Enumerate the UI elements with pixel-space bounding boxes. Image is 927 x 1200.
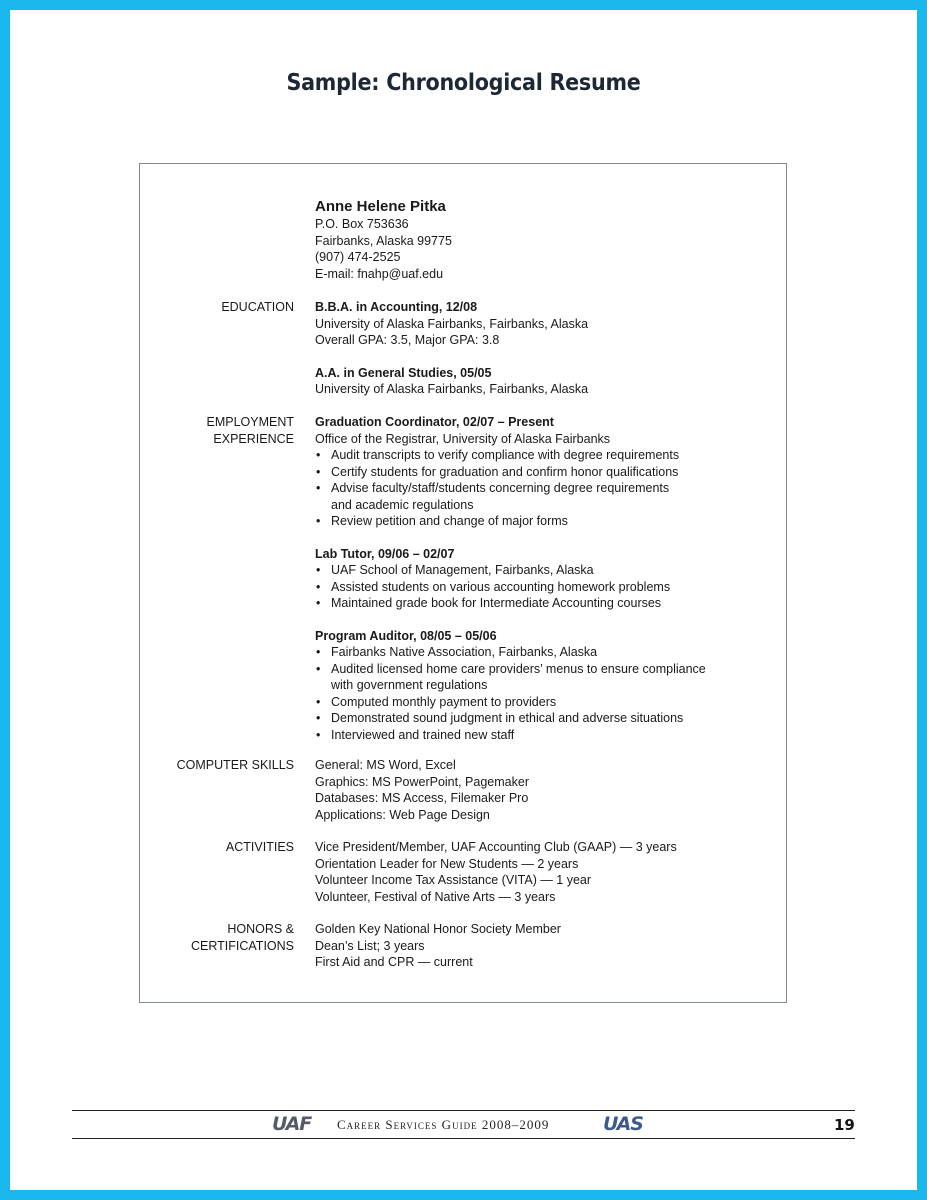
honors-section <box>315 921 561 971</box>
list-item: • UAF School of Management, Fairbanks, Alaska <box>316 563 594 577</box>
honor-line: Golden Key National Honor Society Member <box>315 922 561 936</box>
candidate-name: Anne Helene Pitka <box>315 198 446 215</box>
degree-line: University of Alaska Fairbanks, Fairbanks, Alaska <box>315 382 589 396</box>
page-number: 19 <box>834 1116 855 1134</box>
address-line-1: P.O. Box 753636 <box>315 217 409 231</box>
list-item: • Maintained grade book for Intermediate Accounting courses <box>316 596 662 610</box>
activity-line: Volunteer Income Tax Assistance (VITA) — 1 year <box>315 873 592 887</box>
list-item: • Audited licensed home care providers’ menus to ensure compliance <box>316 661 706 676</box>
activity-line: Volunteer, Festival of Native Arts — 3 years <box>315 889 556 904</box>
job-title: Lab Tutor, 09/06 – 02/07 <box>315 546 455 561</box>
skill-line: Databases: MS Access, Filemaker Pro <box>315 791 529 805</box>
skill-line: General: MS Word, Excel <box>315 758 456 772</box>
employment-label-line-2: EXPERIENCE <box>213 431 294 446</box>
list-item: • Computed monthly payment to providers <box>316 694 557 709</box>
honors-label-line-2: CERTIFICATIONS <box>190 938 294 953</box>
list-item: • Assisted students on various accounting homework problems <box>316 579 671 594</box>
degree-title: B.B.A. in Accounting, 12/08 <box>315 300 478 314</box>
employment-section <box>315 414 706 743</box>
honor-line: First Aid and CPR — current <box>315 955 473 969</box>
honors-label <box>191 921 294 954</box>
spacer <box>315 612 706 628</box>
list-item: • Certify students for graduation and confirm honor qualifications <box>316 464 679 479</box>
activity-line: Vice President/Member, UAF Accounting Club (GAAP) — 3 years <box>315 840 677 854</box>
uaf-logo: UAF <box>272 1113 312 1135</box>
list-item-continued: with government regulations <box>331 678 488 692</box>
page-title: Sample: Chronological Resume <box>286 70 641 96</box>
list-item: • Interviewed and trained new staff <box>316 727 515 742</box>
activities-label: ACTIVITIES <box>225 840 294 854</box>
education-section <box>315 299 588 398</box>
job-title: Graduation Coordinator, 02/07 – Present <box>315 415 554 429</box>
spacer <box>315 530 706 546</box>
address-line-2: Fairbanks, Alaska 99775 <box>315 233 452 248</box>
list-item: • Audit transcripts to verify compliance with degree requirements <box>316 448 680 462</box>
degree-line: Overall GPA: 3.5, Major GPA: 3.8 <box>315 333 500 347</box>
list-item: • Fairbanks Native Association, Fairbanks, Alaska <box>316 645 598 659</box>
honor-line: Dean’s List; 3 years <box>315 938 425 953</box>
list-item: • Advise faculty/staff/students concerning degree requirements <box>316 481 670 495</box>
honors-label-line-1: HONORS & <box>227 922 294 936</box>
job-title: Program Auditor, 08/05 – 05/06 <box>315 628 497 643</box>
footer-rule-bottom <box>72 1138 855 1139</box>
phone: (907) 474-2525 <box>315 250 401 264</box>
skill-line: Graphics: MS PowerPoint, Pagemaker <box>315 774 529 789</box>
degree-title: A.A. in General Studies, 05/05 <box>315 365 492 380</box>
education-label: EDUCATION <box>221 300 294 314</box>
activities-section <box>315 839 677 905</box>
footer-guide-title: Career Services Guide 2008–2009 <box>337 1117 550 1132</box>
skill-line: Applications: Web Page Design <box>315 807 490 822</box>
footer-rule-top <box>72 1110 855 1111</box>
employment-label <box>206 414 294 447</box>
list-item: • Review petition and change of major forms <box>316 514 568 528</box>
contact-block <box>315 198 452 282</box>
uas-logo: UAS <box>603 1113 643 1135</box>
list-item: • Demonstrated sound judgment in ethical and adverse situations <box>316 711 684 725</box>
email: E-mail: fnahp@uaf.edu <box>315 266 444 281</box>
spacer <box>315 349 588 365</box>
employment-label-line-1: EMPLOYMENT <box>206 415 294 429</box>
computer-skills-section <box>315 757 529 823</box>
degree-line: University of Alaska Fairbanks, Fairbanks, Alaska <box>315 316 589 331</box>
list-item-continued: and academic regulations <box>331 497 474 512</box>
computer-skills-label: COMPUTER SKILLS <box>176 758 294 772</box>
job-org: Office of the Registrar, University of Alaska Fairbanks <box>315 431 611 446</box>
activity-line: Orientation Leader for New Students — 2 years <box>315 856 579 871</box>
